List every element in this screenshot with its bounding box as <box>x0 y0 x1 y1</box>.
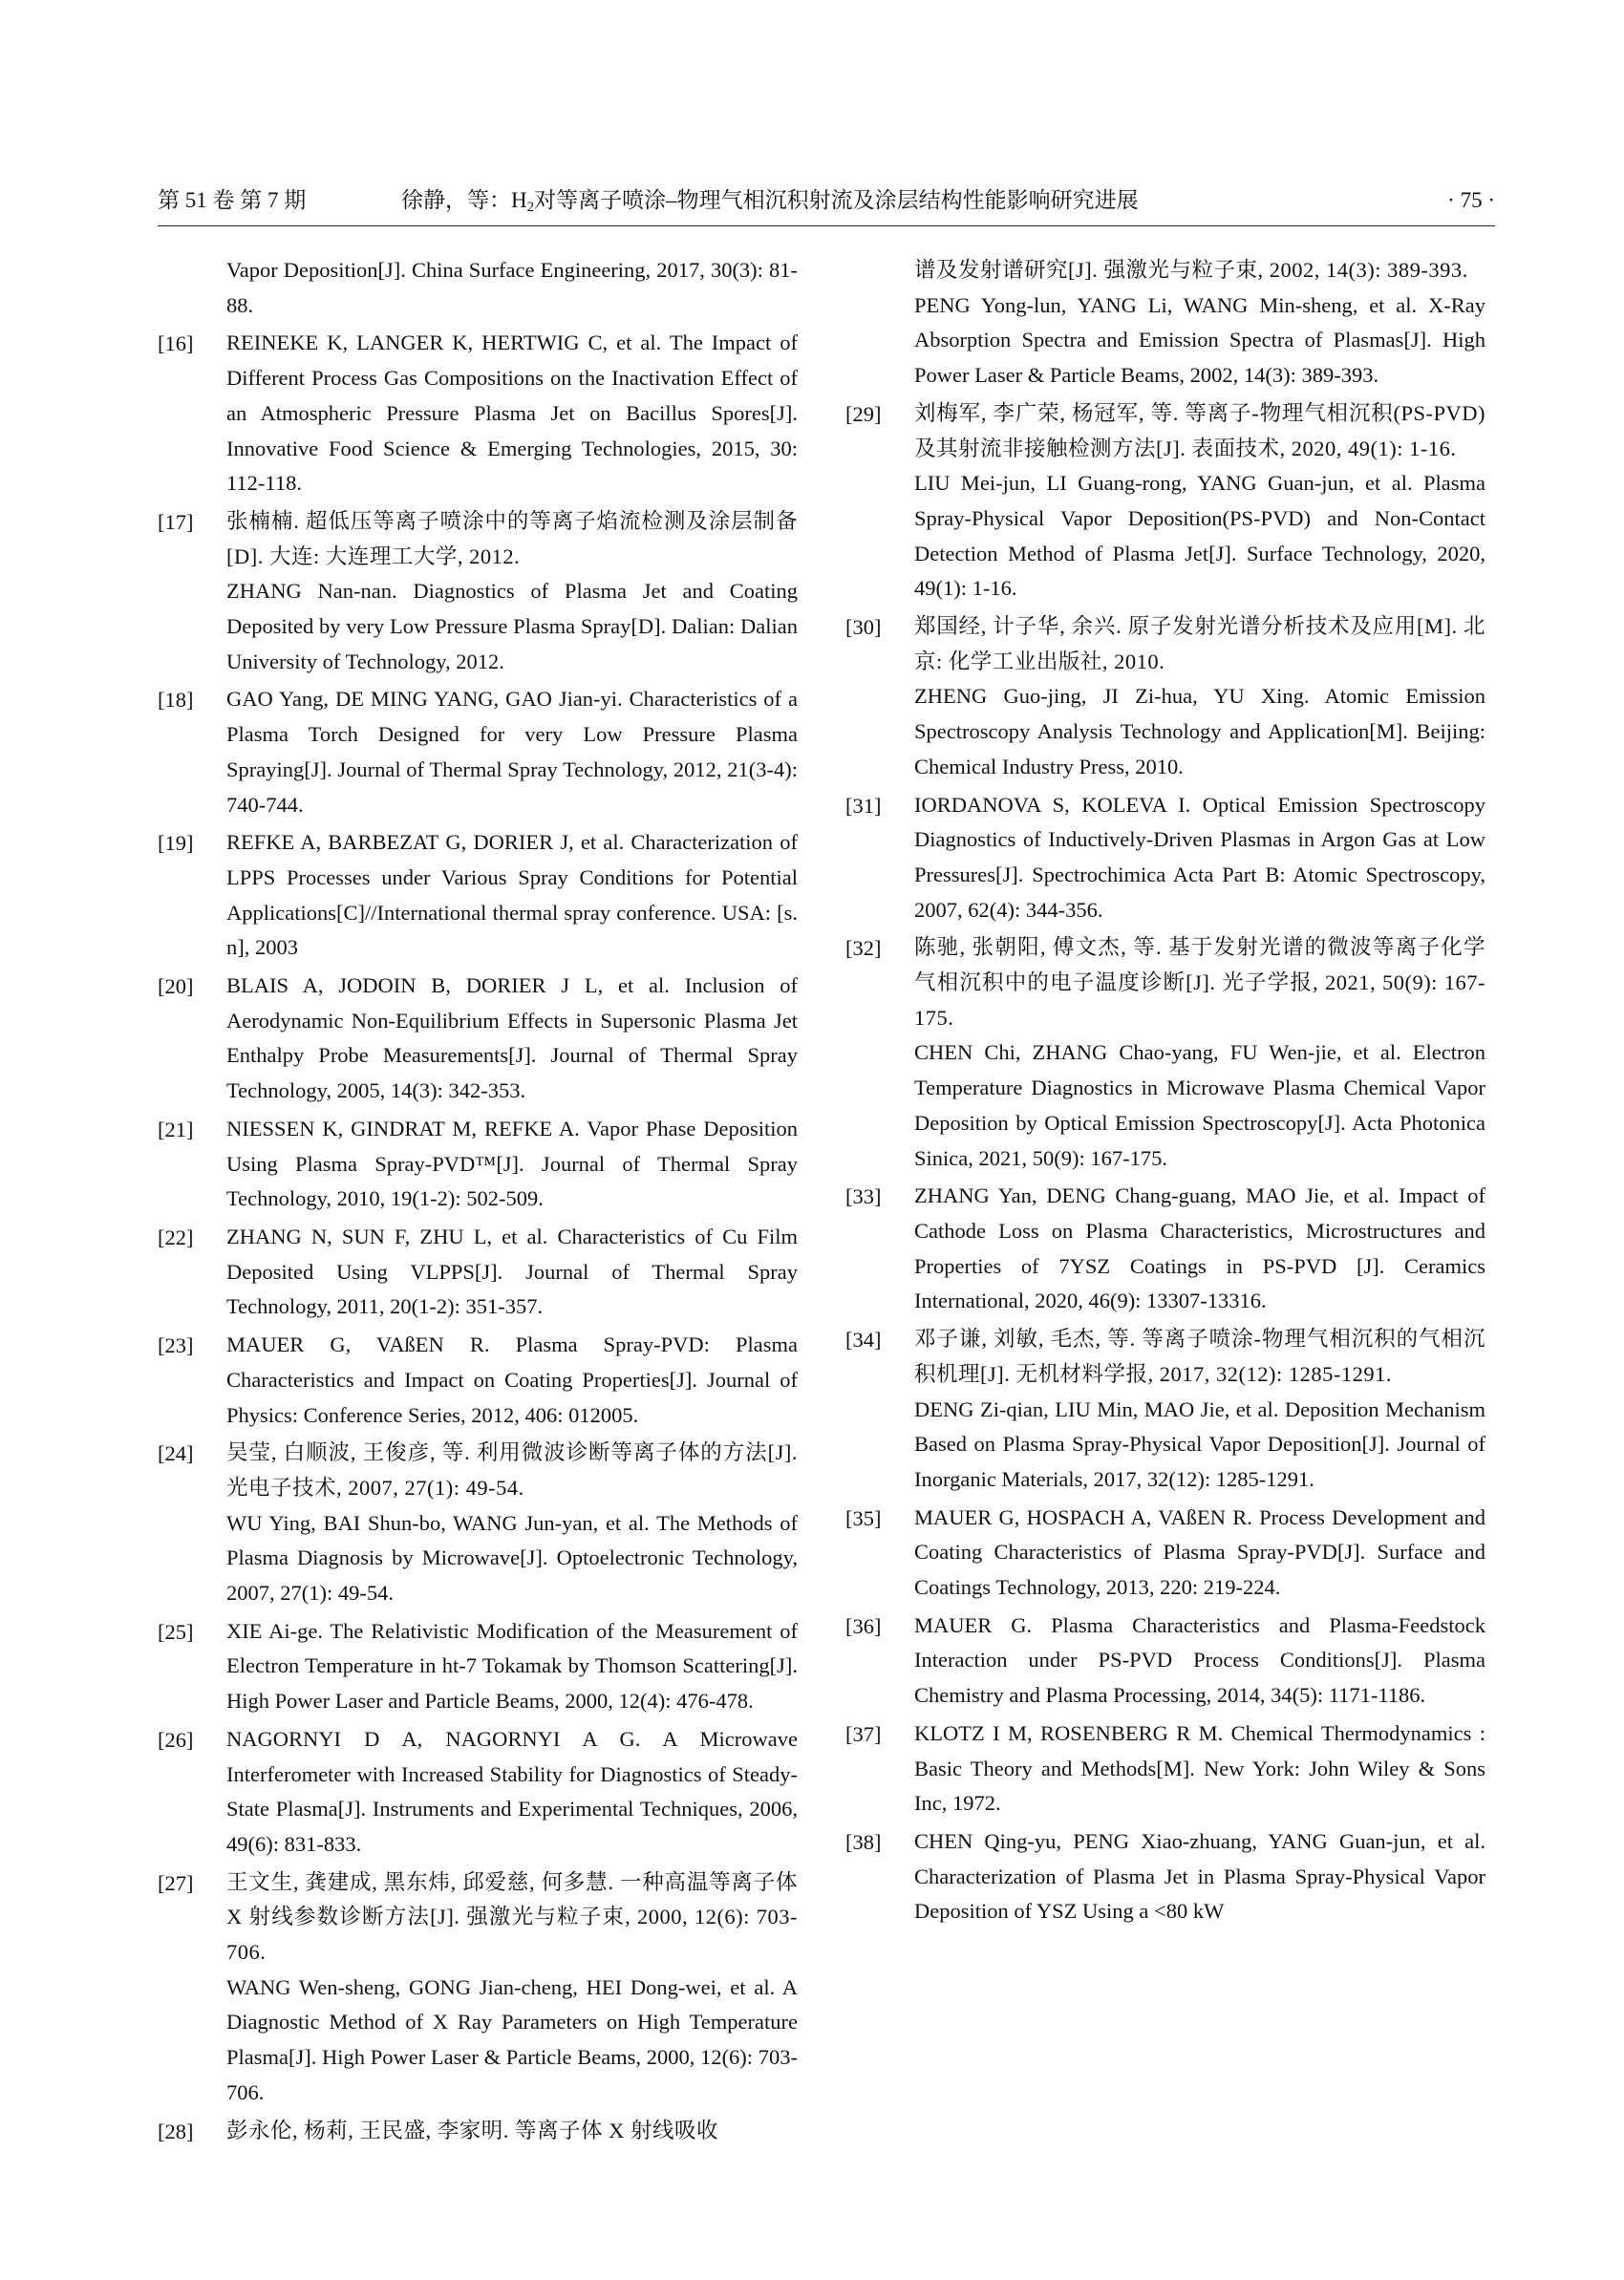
reference-entry <box>158 2114 798 2149</box>
reference-text: BLAIS A, JODOIN B, DORIER J L, et al. Inclusion of Aerodynamic Non-Equilibrium Effects in Supersonic Plasma Jet Enthalpy Probe Measurements[J]. Journal of Thermal Spray Technology, 2005, 14(3): 342-353. <box>226 973 798 1103</box>
running-title-subscript: 2 <box>526 200 535 215</box>
reference-text: 彭永伦, 杨莉, 王民盛, 李家明. 等离子体 X 射线吸收 <box>226 2118 718 2142</box>
reference-text: WANG Wen-sheng, GONG Jian-cheng, HEI Dong-wei, et al. A Diagnostic Method of X Ray Parameters on High Temperature Plasma[J]. High Power Laser & Particle Beams, 2000, 12(6): 703-706. <box>226 1974 798 2104</box>
reference-text: IORDANOVA S, KOLEVA I. Optical Emission Spectroscopy Diagnostics of Inductively-Driven Plasmas in Argon Gas at Low Pressures[J]. Spectrochimica Acta Part B: Atomic Spectroscopy, 2007, 62(4): 344-356. <box>914 792 1485 922</box>
reference-entry <box>845 1609 1485 1714</box>
reference-entry <box>158 1436 798 1611</box>
reference-entry <box>158 825 798 966</box>
reference-text: CHEN Chi, ZHANG Chao-yang, FU Wen-jie, et al. Electron Temperature Diagnostics in Microwave Plasma Chemical Vapor Deposition by Optical Emission Spectroscopy[J]. Acta Photonica Sinica, 2021, 50(9): 167-175. <box>914 1040 1485 1170</box>
journal-volume-issue: 第 51 卷 第 7 期 <box>158 188 307 212</box>
reference-text: 谱及发射谱研究[J]. 强激光与粒子束, 2002, 14(3): 389-393. <box>914 258 1468 282</box>
reference-text: 王文生, 龚建成, 黑东炜, 邱爱慈, 何多慧. 一种高温等离子体 X 射线参数诊断方法[J]. 强激光与粒子束, 2000, 12(6): 703-706. <box>226 1869 798 1965</box>
left-reference-column <box>158 253 798 2151</box>
reference-number: [24] <box>158 1441 194 1466</box>
reference-number: [36] <box>845 1613 882 1638</box>
right-reference-column <box>845 253 1485 1932</box>
reference-text: NAGORNYI D A, NAGORNYI A G. A Microwave Interferometer with Increased Stability for Diagnostics of Steady-State Plasma[J]. Instruments and Experimental Techniques, 2006, 49(6): 831-833. <box>226 1726 798 1856</box>
reference-text: 张楠楠. 超低压等离子喷涂中的等离子焰流检测及涂层制备[D]. 大连: 大连理工大学, 2012. <box>226 508 798 568</box>
reference-entry <box>158 682 798 822</box>
reference-text: MAUER G, HOSPACH A, VAßEN R. Process Development and Coating Characteristics of Plasma Spray-PVD[J]. Surface and Coatings Technology, 2013, 220: 219-224. <box>914 1504 1485 1600</box>
reference-text: DENG Zi-qian, LIU Min, MAO Jie, et al. Deposition Mechanism Based on Plasma Spray-Physical Vapor Deposition[J]. Journal of Inorganic Materials, 2017, 32(12): 1285-1291. <box>914 1396 1485 1491</box>
reference-number: [35] <box>845 1505 882 1530</box>
reference-entry <box>158 326 798 501</box>
reference-text: PENG Yong-lun, YANG Li, WANG Min-sheng, et al. X-Ray Absorption Spectra and Emission Spectra of Plasmas[J]. High Power Laser & Particle Beams, 2002, 14(3): 389-393. <box>914 292 1485 388</box>
reference-number: [20] <box>158 974 194 999</box>
reference-text: KLOTZ I M, ROSENBERG R M. Chemical Thermodynamics : Basic Theory and Methods[M]. New York: John Wiley & Sons Inc, 1972. <box>914 1720 1485 1816</box>
reference-text: ZHANG N, SUN F, ZHU L, et al. Characteristics of Cu Film Deposited Using VLPPS[J]. Journal of Thermal Spray Technology, 2011, 20(1-2): 351-357. <box>226 1224 798 1319</box>
running-title-prefix: 徐静，等：H <box>401 188 527 212</box>
running-title-suffix: 对等离子喷涂–物理气相沉积射流及涂层结构性能影响研究进展 <box>534 188 1139 212</box>
reference-entry <box>845 1716 1485 1822</box>
reference-entry <box>845 253 1485 394</box>
reference-text: ZHANG Yan, DENG Chang-guang, MAO Jie, et al. Impact of Cathode Loss on Plasma Characteristics, Microstructures and Properties of 7YSZ Coatings in PS-PVD [J]. Ceramics International, 2020, 46(9): 13307-13316. <box>914 1183 1485 1313</box>
reference-number: [38] <box>845 1829 882 1854</box>
reference-text: 吴莹, 白顺波, 王俊彦, 等. 利用微波诊断等离子体的方法[J]. 光电子技术, 2007, 27(1): 49-54. <box>226 1440 798 1500</box>
reference-number: [21] <box>158 1117 194 1141</box>
reference-number: [23] <box>158 1333 194 1358</box>
reference-entry <box>158 1220 798 1325</box>
reference-text: MAUER G. Plasma Characteristics and Plasma-Feedstock Interaction under PS-PVD Process Conditions[J]. Plasma Chemistry and Plasma Processing, 2014, 34(5): 1171-1186. <box>914 1612 1485 1708</box>
reference-entry <box>845 396 1485 607</box>
reference-text: Vapor Deposition[J]. China Surface Engineering, 2017, 30(3): 81-88. <box>226 258 798 317</box>
reference-number: [22] <box>158 1225 194 1249</box>
reference-text: GAO Yang, DE MING YANG, GAO Jian-yi. Characteristics of a Plasma Torch Designed for very Low Pressure Plasma Spraying[J]. Journal of Thermal Spray Technology, 2012, 21(3-4): 740-744. <box>226 687 798 817</box>
reference-number: [16] <box>158 331 194 356</box>
running-header <box>158 181 1495 220</box>
reference-entry <box>158 1614 798 1719</box>
reference-text: 陈驰, 张朝阳, 傅文杰, 等. 基于发射光谱的微波等离子化学气相沉积中的电子温度诊断[J]. 光子学报, 2021, 50(9): 167-175. <box>914 935 1485 1030</box>
reference-text: REFKE A, BARBEZAT G, DORIER J, et al. Characterization of LPPS Processes under Various Spray Conditions for Potential Applications[C]//International thermal spray conference. USA: [s. n], 2003 <box>226 830 798 960</box>
reference-number: [27] <box>158 1870 194 1895</box>
reference-entry <box>158 504 798 680</box>
reference-entry <box>158 1722 798 1863</box>
reference-number: [18] <box>158 688 194 713</box>
reference-number: [32] <box>845 936 882 961</box>
reference-entry <box>845 609 1485 785</box>
reference-entry <box>158 1865 798 2111</box>
reference-entry <box>845 1501 1485 1606</box>
reference-entry <box>158 1112 798 1217</box>
reference-number: [30] <box>845 615 882 640</box>
reference-text: 邓子谦, 刘敏, 毛杰, 等. 等离子喷涂-物理气相沉积的气相沉积机理[J]. 无机材料学报, 2017, 32(12): 1285-1291. <box>914 1327 1485 1386</box>
page-number: · 75 · <box>1447 188 1495 212</box>
reference-entry <box>158 253 798 323</box>
reference-entry <box>158 1328 798 1433</box>
reference-text: MAUER G, VAßEN R. Plasma Spray-PVD: Plasma Characteristics and Impact on Coating Properties[J]. Journal of Physics: Conference Series, 2012, 406: 012005. <box>226 1332 798 1427</box>
reference-text: XIE Ai-ge. The Relativistic Modification of the Measurement of Electron Temperature in ht-7 Tokamak by Thomson Scattering[J]. High Power Laser and Particle Beams, 2000, 12(4): 476-478. <box>226 1618 798 1714</box>
reference-entry <box>845 1322 1485 1498</box>
reference-entry <box>845 930 1485 1176</box>
reference-text: REINEKE K, LANGER K, HERTWIG C, et al. The Impact of Different Process Gas Compositions on the Inactivation Effect of an Atmospheric Pressure Plasma Jet on Bacillus Spores[J]. Innovative Food Science & Emerging Technologies, 2015, 30: 112-118. <box>226 330 798 496</box>
reference-number: [33] <box>845 1184 882 1209</box>
reference-entry <box>845 1824 1485 1929</box>
reference-number: [34] <box>845 1328 882 1353</box>
reference-number: [28] <box>158 2119 194 2143</box>
reference-number: [29] <box>845 401 882 426</box>
reference-text: 刘梅军, 李广荣, 杨冠军, 等. 等离子-物理气相沉积(PS-PVD)及其射流非接触检测方法[J]. 表面技术, 2020, 49(1): 1-16. <box>914 400 1485 460</box>
reference-number: [31] <box>845 793 882 818</box>
reference-entry <box>845 1179 1485 1319</box>
reference-text: NIESSEN K, GINDRAT M, REFKE A. Vapor Phase Deposition Using Plasma Spray-PVD™[J]. Journal of Thermal Spray Technology, 2010, 19(1-2): 502-509. <box>226 1116 798 1211</box>
reference-entry <box>845 788 1485 928</box>
reference-text: LIU Mei-jun, LI Guang-rong, YANG Guan-jun, et al. Plasma Spray-Physical Vapor Deposition(PS-PVD) and Non-Contact Detection Method of Plasma Jet[J]. Surface Technology, 2020, 49(1): 1-16. <box>914 471 1485 601</box>
reference-text: CHEN Qing-yu, PENG Xiao-zhuang, YANG Guan-jun, et al. Characterization of Plasma Jet in Plasma Spray-Physical Vapor Deposition of YSZ Using a <80 kW <box>914 1828 1485 1924</box>
reference-number: [17] <box>158 509 194 534</box>
header-rule <box>158 225 1495 226</box>
reference-number: [37] <box>845 1721 882 1746</box>
reference-entry <box>158 969 798 1109</box>
reference-number: [26] <box>158 1727 194 1752</box>
running-title <box>401 181 1139 226</box>
reference-text: ZHANG Nan-nan. Diagnostics of Plasma Jet and Coating Deposited by very Low Pressure Plasma Spray[D]. Dalian: Dalian University of Technology, 2012. <box>226 579 798 673</box>
reference-text: ZHENG Guo-jing, JI Zi-hua, YU Xing. Atomic Emission Spectroscopy Analysis Technology and Application[M]. Beijing: Chemical Industry Press, 2010. <box>914 684 1485 778</box>
reference-text: WU Ying, BAI Shun-bo, WANG Jun-yan, et al. The Methods of Plasma Diagnosis by Microwave[J]. Optoelectronic Technology, 2007, 27(1): 49-54. <box>226 1510 798 1606</box>
reference-text: 郑国经, 计子华, 余兴. 原子发射光谱分析技术及应用[M]. 北京: 化学工业出版社, 2010. <box>914 614 1485 673</box>
reference-number: [19] <box>158 831 194 856</box>
reference-number: [25] <box>158 1619 194 1644</box>
